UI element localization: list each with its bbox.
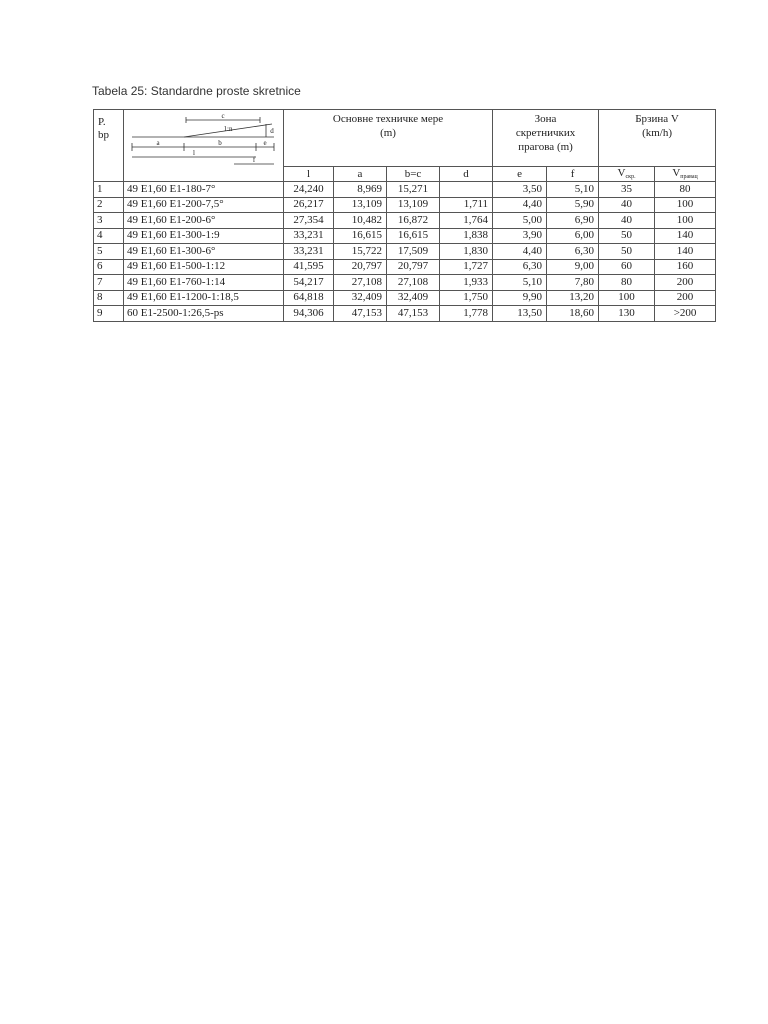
diagram-label-e: e [263,139,267,147]
cell-v2: 140 [655,228,716,244]
cell-name: 49 E1,60 E1-180-7° [124,182,284,198]
cell-v2: 100 [655,213,716,229]
header-zone-line1: Зона [534,113,557,125]
header-sleeper-zone [493,110,599,167]
cell-e: 5,10 [493,275,547,291]
col-header-v2-sub: правац [680,174,698,180]
cell-a: 47,153 [334,306,387,322]
cell-l: 41,595 [284,259,334,275]
cell-v1: 50 [599,244,655,260]
col-header-v-straight [655,167,716,182]
header-speed-line1: Брзина V [635,113,679,125]
cell-rb: 1 [94,182,124,198]
cell-name: 49 E1,60 E1-1200-1:18,5 [124,290,284,306]
col-header-d: d [440,167,493,182]
diagram-label-f: f [252,156,256,164]
cell-name: 49 E1,60 E1-200-7,5° [124,197,284,213]
table-row [94,306,716,322]
col-header-bc: b=c [387,167,440,182]
cell-e: 5,00 [493,213,547,229]
table-row [94,213,716,229]
cell-name: 49 E1,60 E1-300-6° [124,244,284,260]
cell-a: 27,108 [334,275,387,291]
cell-a: 10,482 [334,213,387,229]
header-rb-line1: P. [98,116,106,128]
cell-a: 32,409 [334,290,387,306]
cell-f: 7,80 [547,275,599,291]
cell-d: 1,933 [440,275,493,291]
header-speed [599,110,716,167]
table-row [94,259,716,275]
diagram-label-c: c [221,112,225,120]
table-row [94,244,716,260]
header-dims-line1: Основне техничке мере [332,113,444,125]
cell-v1: 80 [599,275,655,291]
cell-rb: 6 [94,259,124,275]
header-dims-line2: (m) [380,127,396,139]
cell-l: 33,231 [284,228,334,244]
cell-l: 24,240 [284,182,334,198]
col-header-a: a [334,167,387,182]
cell-d: 1,711 [440,197,493,213]
cell-l: 64,818 [284,290,334,306]
cell-bc: 47,153 [387,306,440,322]
cell-name: 49 E1,60 E1-760-1:14 [124,275,284,291]
cell-v1: 40 [599,197,655,213]
cell-d: 1,764 [440,213,493,229]
cell-l: 26,217 [284,197,334,213]
turnout-diagram-cell [124,110,284,182]
cell-l: 94,306 [284,306,334,322]
cell-f: 6,30 [547,244,599,260]
col-header-v-diverging [599,167,655,182]
cell-e: 9,90 [493,290,547,306]
cell-d: 1,830 [440,244,493,260]
cell-rb: 7 [94,275,124,291]
cell-bc: 13,109 [387,197,440,213]
col-header-v1-main: V [617,167,626,179]
col-header-l: l [284,167,334,182]
col-header-e: e [493,167,547,182]
table-row [94,228,716,244]
turnout-diagram [124,110,284,170]
cell-bc: 16,615 [387,228,440,244]
cell-v1: 100 [599,290,655,306]
cell-v1: 35 [599,182,655,198]
diagram-label-a: a [156,139,160,147]
table-row [94,197,716,213]
cell-v2: 200 [655,275,716,291]
cell-f: 13,20 [547,290,599,306]
cell-bc: 32,409 [387,290,440,306]
cell-f: 18,60 [547,306,599,322]
cell-a: 13,109 [334,197,387,213]
header-basic-dimensions [284,110,493,167]
cell-v1: 60 [599,259,655,275]
col-header-v2-main: V [672,167,681,179]
header-row-number [94,110,124,182]
cell-f: 5,90 [547,197,599,213]
col-header-v1-sub: скр. [625,174,636,180]
cell-bc: 17,509 [387,244,440,260]
cell-bc: 20,797 [387,259,440,275]
cell-e: 6,30 [493,259,547,275]
cell-a: 20,797 [334,259,387,275]
cell-v1: 50 [599,228,655,244]
cell-bc: 27,108 [387,275,440,291]
cell-e: 13,50 [493,306,547,322]
cell-rb: 9 [94,306,124,322]
cell-name: 60 E1-2500-1:26,5-ps [124,306,284,322]
cell-d: 1,727 [440,259,493,275]
cell-name: 49 E1,60 E1-200-6° [124,213,284,229]
cell-a: 8,969 [334,182,387,198]
cell-f: 6,00 [547,228,599,244]
col-header-f: f [547,167,599,182]
cell-v1: 130 [599,306,655,322]
cell-v2: 140 [655,244,716,260]
cell-bc: 15,271 [387,182,440,198]
diagram-label-tm: 1:n [223,125,233,133]
cell-d: 1,778 [440,306,493,322]
cell-v2: 200 [655,290,716,306]
cell-e: 3,90 [493,228,547,244]
cell-f: 6,90 [547,213,599,229]
cell-v2: 100 [655,197,716,213]
cell-v2: >200 [655,306,716,322]
diagram-label-d: d [270,127,274,135]
cell-d: 1,838 [440,228,493,244]
cell-l: 54,217 [284,275,334,291]
table-body [94,182,716,322]
cell-d [440,182,493,198]
table-row [94,275,716,291]
header-zone-line3: прагова (m) [518,141,573,153]
cell-e: 3,50 [493,182,547,198]
cell-f: 5,10 [547,182,599,198]
header-zone-line2: скретничких [515,127,576,139]
cell-rb: 5 [94,244,124,260]
turnout-table [93,109,716,322]
cell-a: 16,615 [334,228,387,244]
cell-e: 4,40 [493,244,547,260]
cell-l: 33,231 [284,244,334,260]
cell-f: 9,00 [547,259,599,275]
cell-l: 27,354 [284,213,334,229]
header-rb-line2: bp [98,129,109,141]
cell-v1: 40 [599,213,655,229]
table-row [94,182,716,198]
header-speed-line2: (km/h) [642,127,673,139]
cell-rb: 3 [94,213,124,229]
cell-rb: 2 [94,197,124,213]
cell-d: 1,750 [440,290,493,306]
cell-v2: 80 [655,182,716,198]
cell-rb: 4 [94,228,124,244]
diagram-label-l: l [193,149,195,157]
cell-bc: 16,872 [387,213,440,229]
cell-a: 15,722 [334,244,387,260]
table-row [94,290,716,306]
table-caption: Tabela 25: Standardne proste skretnice [92,84,301,98]
cell-v2: 160 [655,259,716,275]
cell-name: 49 E1,60 E1-500-1:12 [124,259,284,275]
cell-name: 49 E1,60 E1-300-1:9 [124,228,284,244]
cell-e: 4,40 [493,197,547,213]
cell-rb: 8 [94,290,124,306]
diagram-label-b: b [218,139,222,147]
